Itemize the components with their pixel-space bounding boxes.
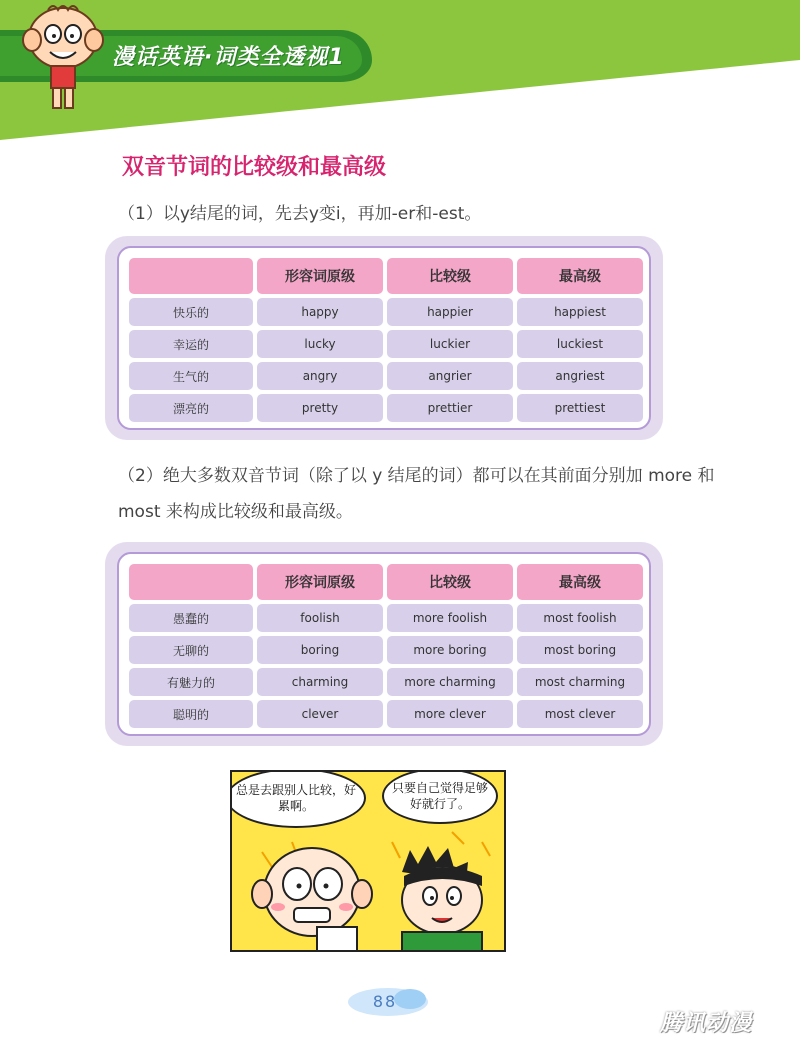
comparison-table-1 — [125, 254, 647, 426]
table-cell: 生气的 — [129, 362, 253, 390]
table-cell: angriest — [517, 362, 643, 390]
speech-bubble-right: 只要自己觉得足够好就行了。 — [382, 770, 498, 824]
table-cell: 漂亮的 — [129, 394, 253, 422]
series-title: 漫话英语·词类全透视1 — [112, 45, 345, 70]
page-number-badge — [340, 985, 412, 1019]
table-row — [129, 636, 643, 664]
header-cell: 最高级 — [517, 258, 643, 294]
table-2-border — [117, 552, 651, 736]
table-cell: charming — [257, 668, 383, 696]
header-cell — [129, 258, 253, 294]
comic-panel — [230, 770, 506, 952]
table-row — [129, 362, 643, 390]
watermark: 腾讯动漫 — [660, 1011, 753, 1036]
table-row — [129, 700, 643, 728]
table-cell: prettiest — [517, 394, 643, 422]
table-header-row — [129, 564, 643, 600]
table-cell: lucky — [257, 330, 383, 358]
comparison-table-2 — [125, 560, 647, 732]
table-cell: 聪明的 — [129, 700, 253, 728]
table-row — [129, 394, 643, 422]
header-cell: 比较级 — [387, 258, 513, 294]
rule-paragraph-1: （1）以y结尾的词，先去y变i，再加-er和-est。 — [118, 204, 482, 224]
header-cell: 最高级 — [517, 564, 643, 600]
header-cell: 比较级 — [387, 564, 513, 600]
table-1-border — [117, 246, 651, 430]
table-cell: 快乐的 — [129, 298, 253, 326]
table-cell: more charming — [387, 668, 513, 696]
header-cell — [129, 564, 253, 600]
table-row — [129, 298, 643, 326]
mascot-character — [18, 0, 108, 115]
table-cell: happiest — [517, 298, 643, 326]
table-cell: most foolish — [517, 604, 643, 632]
table-cell: most boring — [517, 636, 643, 664]
table-cell: more clever — [387, 700, 513, 728]
table-2-frame — [105, 542, 663, 746]
table-row — [129, 668, 643, 696]
table-1-frame — [105, 236, 663, 440]
table-cell: luckiest — [517, 330, 643, 358]
header-cell: 形容词原级 — [257, 564, 383, 600]
table-cell: 有魅力的 — [129, 668, 253, 696]
table-cell: pretty — [257, 394, 383, 422]
table-cell: most clever — [517, 700, 643, 728]
table-cell: foolish — [257, 604, 383, 632]
page-number: 88 — [372, 992, 398, 1011]
table-cell: 幸运的 — [129, 330, 253, 358]
table-row — [129, 330, 643, 358]
table-cell: boring — [257, 636, 383, 664]
table-cell: happier — [387, 298, 513, 326]
table-cell: most charming — [517, 668, 643, 696]
speech-bubble-left: 总是去跟别人比较，好累啊。 — [230, 770, 366, 828]
header-cell: 形容词原级 — [257, 258, 383, 294]
rule-paragraph-2: （2）绝大多数双音节词（除了以 y 结尾的词）都可以在其前面分别加 more 和 most 来构成比较级和最高级。 — [118, 466, 715, 522]
table-cell: prettier — [387, 394, 513, 422]
table-cell: luckier — [387, 330, 513, 358]
table-cell: angrier — [387, 362, 513, 390]
table-row — [129, 604, 643, 632]
table-cell: 无聊的 — [129, 636, 253, 664]
table-cell: angry — [257, 362, 383, 390]
table-header-row — [129, 258, 643, 294]
table-cell: clever — [257, 700, 383, 728]
section-title: 双音节词的比较级和最高级 — [122, 155, 387, 180]
table-cell: more foolish — [387, 604, 513, 632]
table-cell: 愚蠢的 — [129, 604, 253, 632]
table-cell: happy — [257, 298, 383, 326]
table-cell: more boring — [387, 636, 513, 664]
